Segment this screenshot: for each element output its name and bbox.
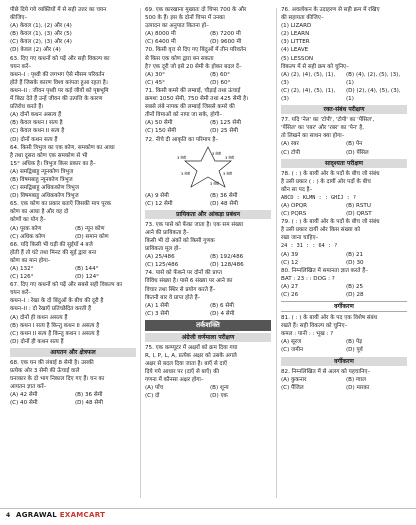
question-line: कथन–II : जीवन पृथ्वी पर कई जीवों को पृष्ठभूमि: [10, 87, 109, 94]
column-2: [145, 6, 271, 401]
option: (A) 8000 मी: [145, 31, 176, 38]
question-75-options: [145, 384, 271, 400]
option: (A) 42 सेमी: [10, 392, 38, 399]
option: (C) दो: [145, 393, 160, 400]
option: (D) 128/486: [210, 262, 244, 269]
option: (B) पेन: [346, 141, 363, 148]
question-line: कौन सा पद है–: [281, 186, 313, 193]
option: (B) न्यून कोण: [75, 225, 105, 232]
question-68: [10, 359, 136, 391]
question-line: है उसी प्रकार ( : ) के दायीं ओर पदों के बीच: [281, 178, 371, 185]
question-71: [145, 87, 271, 119]
option: (A) 132°: [10, 266, 34, 272]
option: (C) 3 सेमी: [145, 310, 169, 317]
question-line: 79. ( : ) के बायीं ओर के पदों के बीच जो संबंध: [281, 219, 380, 226]
word-item: (5) LESSON: [281, 55, 314, 62]
question-line: तो लिखने का साधन क्या होगा–: [281, 133, 345, 140]
question-line: रखते हैं। सही विकल्प को चुनिए–: [281, 323, 348, 330]
question-line: दिये गये आधार पर (दाएँ से बाएँ) की: [145, 369, 220, 376]
question-line: 64. किसी त्रिभुज का एक कोण, समकोण का आधा: [10, 144, 115, 151]
column-3: [281, 6, 407, 392]
brand-logo: [16, 511, 105, 519]
question-76: [281, 6, 407, 22]
question-79-options: [281, 251, 407, 267]
question-line: पीछे दिये गये व्यक्तियों में से सही उत्तर का चयन: [10, 7, 107, 13]
question-line: कमल : पानी : : भूख : ?: [281, 331, 334, 338]
option: (A) 1 सेमी: [145, 302, 169, 309]
figure-label: 3 सेमी: [223, 171, 232, 176]
section-header-alphabet: अंग्रेजी वर्णमाला परीक्षण: [145, 333, 271, 342]
column-divider: [140, 8, 141, 498]
figure-label: 3 सेमी: [212, 151, 221, 156]
question-82: [281, 368, 407, 376]
question-line: 68. एक घन की लंबाई 8 सेमी है। उसकी: [10, 359, 94, 366]
option: (B) 192/486: [210, 254, 244, 261]
question-78-options: [281, 202, 407, 218]
question-70: [145, 46, 271, 70]
question-81: [281, 314, 407, 338]
question-79-pattern: 24 : 31 : : 64 : ?: [281, 243, 338, 250]
column-1: [10, 6, 136, 408]
question-81-options: [281, 338, 407, 354]
question-line: कथन–I : पृथ्वी की लगभग ऐसे मौसम परिवर्तन: [10, 71, 105, 78]
option: (A) 50 सेमी: [145, 120, 173, 127]
question-line: (D) दोनों कथन सत्य हैं: [10, 136, 58, 143]
option: (D) मारका: [346, 384, 370, 391]
q62-tail: [10, 6, 136, 55]
option: (B) (4), (2), (5), (3), (1): [346, 71, 401, 86]
question-line: प्रायिकता मूल हो–: [145, 246, 182, 253]
question-line: कितनी बार वे प्राप्त होते हैं–: [145, 294, 201, 301]
option: (B) 25: [346, 283, 364, 290]
question-line: प्रत्येक ओर 3 सेमी की ऊँचाई वाले: [10, 368, 80, 375]
question-77-options: [281, 140, 407, 156]
question-line: (B) केवल कथन I सत्य है: [10, 120, 63, 127]
question-66-options: [10, 265, 136, 281]
question-line: रखा जाना चाहिए–: [281, 235, 319, 242]
option: (C) 26: [281, 292, 299, 298]
section-header-blood-relation: रक्त-संबंध परीक्षण: [281, 105, 407, 114]
question-line: तीनों विमाओं को नापा जा सके, होगी–: [145, 112, 223, 119]
question-line: होती हैं तो घंटे तथा मिनट की सुई द्वारा बना: [10, 249, 97, 256]
question-line: R, I, P, L, A, प्रत्येक अक्षर को उसके अगले: [145, 353, 237, 359]
section-header-analogy: सादृश्यता परीक्षण: [281, 159, 407, 168]
question-76-options: [281, 71, 407, 103]
option: (B) RSTU: [346, 202, 371, 209]
option: (D) समान कोण: [75, 233, 109, 240]
question-line: (A) दोनों कथन असत्य हैं: [10, 112, 62, 119]
question-line: विचार तथा स्थिर से प्रयोग करते हैं–: [145, 286, 216, 293]
question-line: कीजिए–: [10, 15, 28, 22]
option: (D) 60°: [210, 79, 231, 86]
question-line: से किस एक कोण द्वारा बन सकता: [145, 55, 214, 62]
option: (A) पाँच: [145, 385, 164, 392]
question-line: (B) विषमबाहु न्यूनकोण त्रिभुज: [10, 176, 73, 183]
question-line: 80. निम्नलिखित में समानता ज्ञात करते हैं–: [281, 267, 368, 274]
option: (B) 21: [346, 251, 364, 258]
question-line: 15° अधिक है। त्रिभुज किस प्रकार का है–: [10, 160, 96, 167]
question-line: कथन–I : रेखा के दो बिंदुओं के बीच की दूरी है: [10, 298, 104, 305]
question-line: होते हैं जिसके कारण विश्व कांपता हुआ रहता है।: [10, 79, 108, 86]
question-line: आने की प्रायिकता है–: [145, 229, 189, 236]
option: (B) 6 सेमी: [210, 302, 234, 309]
option: (C) अधिक कोण: [10, 233, 46, 240]
option: (A) 30°: [145, 71, 165, 78]
option: (B) 125 सेमी: [210, 120, 242, 127]
question-line: क्रमशः 1050 सेमी, 750 सेमी तथा 425 सेमी है।: [145, 96, 249, 103]
question-line: में बिठा देते हैं उन्हें जीवन की उत्पत्ति के कारण: [10, 96, 103, 103]
section-header-odd-one-out: वर्गीकरण: [281, 357, 407, 366]
option: (A) 9 सेमी: [145, 192, 169, 199]
option: (D) पूर्व: [346, 347, 363, 354]
question-line: गणना में कौनसा अक्षर होगा–: [145, 377, 204, 384]
option: (C) 125/486: [145, 262, 179, 269]
question-79: [281, 218, 407, 242]
option: (B) 60°: [210, 71, 230, 78]
option: (A) कुकनार: [281, 376, 307, 383]
option: (D) 30: [346, 259, 364, 266]
option: (C) 12: [281, 259, 299, 266]
question-line: (C) केवल कथन II सत्य है: [10, 128, 65, 135]
question-line: 73. एक पासे को फेंका जाता है। एक सम संख्या: [145, 221, 244, 228]
question-line: 66. यदि किसी भी घड़ी की सुईयाँ 4 बजे: [10, 241, 93, 248]
question-line: चयन करें–: [10, 290, 32, 297]
option: (D) एक: [210, 393, 228, 400]
question-line: (C) केवल (2), (3) और (4): [10, 39, 72, 46]
question-73: [145, 221, 271, 253]
option: (D) 48 सेमी: [210, 200, 238, 207]
question-72: [145, 136, 271, 144]
question-80: [281, 267, 407, 283]
question-67: [10, 281, 136, 346]
question-75: [145, 344, 271, 384]
option: (D) 48 सेमी: [75, 400, 103, 407]
section-header-reasoning: तर्कशक्ति: [145, 320, 271, 331]
question-65: [10, 200, 136, 224]
question-line: घनाकार के दो भाग निकाल दिए गए हैं। घन का: [10, 376, 105, 383]
option: (A) 25/486: [145, 254, 175, 261]
option: (B) 36 सेमी: [75, 392, 103, 399]
word-item: (1) LIZARD: [281, 23, 312, 30]
column-divider: [276, 8, 277, 498]
word-item: (2) LEARN: [281, 31, 310, 38]
question-line: चयन करें–: [10, 63, 32, 70]
question-line: अक्षर से बदल दिया जाता है। बाएँ से दाएँ: [145, 361, 228, 368]
question-line: (A) समद्विबाहु न्यूनकोण त्रिभुज: [10, 168, 74, 175]
option: (D) 9600 मी: [210, 39, 242, 46]
option: (D) 124°: [75, 274, 99, 281]
option: (B) 36 सेमी: [210, 192, 238, 199]
question-line: (B) केवल (1), (3) और (5): [10, 31, 72, 38]
question-line: है? एक दूरी जो इसे 20 सेमी के होकर बदल दें–: [145, 63, 242, 70]
question-line: है उसी प्रकार दायीं ओर किस संख्या को: [281, 227, 361, 234]
option: (B) 144°: [75, 266, 99, 272]
question-line: 82. निम्नलिखित में से अलग को पहचानिए–: [281, 368, 371, 375]
question-line: 71. किसी कमरे की लम्बाई, चौड़ाई तथा ऊंचाई: [145, 87, 241, 94]
option: (C) 12 सेमी: [145, 200, 173, 207]
question-line: (D) केवल (2) और (4): [10, 47, 61, 54]
option: (A) पूरक कोण: [10, 225, 42, 232]
question-76-prompt: [281, 63, 407, 71]
question-line: कथन–II : दो रेखाएँ प्रतिच्छेदित करती हैं: [10, 306, 92, 313]
option: (D) 25 सेमी: [210, 128, 238, 135]
question-line: 76. अवलोकन के उदाहरण से सही क्रम में रखिए: [281, 7, 380, 13]
question-line: प्रतिरोध करते हैं।: [10, 104, 44, 111]
question-line: आयतन ज्ञात करें–: [10, 384, 47, 391]
question-line: 'पेंसिल' का 'रबर' और 'रबर' का 'पेन' है,: [281, 125, 365, 132]
question-line: है तथा दूसरा कोण एक समकोण से भी: [10, 152, 88, 159]
question-69: [145, 6, 271, 30]
option: (D) QRST: [346, 211, 372, 218]
page-footer: [0, 508, 416, 525]
option: (A) 27: [281, 283, 299, 290]
question-82-options: [281, 376, 407, 392]
option: (C) 6400 मी: [145, 39, 176, 46]
page-number: 4: [6, 512, 11, 519]
question-line: 70. किसी वृत्त से दिए गए बिंदुओं में तीन परिवर्तन: [145, 47, 247, 54]
option: (C) (2), (4), (5), (1), (3): [281, 87, 336, 103]
option: (A) सूरज: [281, 339, 302, 346]
question-line: विविध संख्या है। पासे 6 संख्या पर आने का: [145, 278, 233, 285]
question-73-options: [145, 253, 271, 269]
question-line: कोण का आधा है और वह दो: [10, 209, 69, 216]
question-78: [281, 170, 407, 194]
option: (C) टोपी: [281, 149, 300, 156]
question-line: 67. दिए गए कथनों को पढ़ें और सबसे सही विकल्प का: [10, 282, 123, 289]
question-71-options: [145, 119, 271, 135]
question-72-options: [145, 192, 271, 208]
option: (A) 39: [281, 251, 299, 258]
option: (C) PQRS: [281, 211, 307, 218]
question-line: 500 के हैं। इस के दोनों चिप्स में उनका: [145, 15, 225, 22]
question-77: [281, 116, 407, 140]
question-line: सबसे लंबे नापक की लम्बाई जिससे कमरे की: [145, 104, 235, 111]
option: (C) 45°: [145, 79, 165, 86]
question-78-pattern: ABCD : KLMN : : GHIJ : ?: [281, 194, 356, 201]
question-line: कोणों का योग है–: [10, 217, 46, 224]
option: (A) OPQR: [281, 202, 308, 209]
question-64: [10, 144, 136, 201]
word-item: (4) LEAVE: [281, 47, 309, 54]
question-80-options: [281, 283, 407, 299]
question-line: विकल्प में से सही क्रम को चुनिए–: [281, 63, 349, 70]
question-line: 81. ( : ) के बायीं ओर के पद एक विशेष संबंध: [281, 315, 378, 322]
question-line: BAT : 23 : : DOG : ?: [281, 275, 335, 282]
option: (C) 126°: [10, 274, 34, 281]
option: (B) पेड़: [346, 339, 363, 346]
question-line: (C) समद्विबाहु अधिककोण त्रिभुज: [10, 185, 79, 192]
question-line: कोण का मान होगा–: [10, 257, 51, 264]
option: (A) रबर: [281, 141, 299, 148]
question-line: (C) कथन II सत्य है किन्तु कथन I असत्य है: [10, 330, 100, 337]
question-line: 69. एक कारखाना मुख्यतः दो चिप्स 700 के और: [145, 7, 247, 13]
question-line: (A) दोनों ही कथन असत्य हैं: [10, 314, 68, 321]
figure-label: 3 सेमी: [181, 171, 190, 176]
question-line: 77. यदि 'नेल' का 'टोपी', 'टोपी' का 'पेंसिल',: [281, 117, 375, 124]
option: (A) (2), (4), (5), (1), (3): [281, 71, 336, 86]
question-line: 72. नीचे दी आकृति का परिमाप है–: [145, 136, 219, 143]
figure-label: 3 सेमी: [177, 155, 186, 160]
question-line: 74. पासे को फेंकने पर दोनों की प्राप्त: [145, 270, 222, 277]
question-74-options: [145, 302, 271, 318]
question-line: उत्पादन का अनुपात कितना हो–: [145, 23, 209, 30]
question-66: [10, 241, 136, 265]
word-item: (3) LITTER: [281, 39, 310, 46]
question-line: 75. एक कम्प्यूटर में अक्षरों को क्रम दिया गया: [145, 344, 238, 351]
question-line: (D) दोनों ही कथन सत्य हैं: [10, 338, 64, 345]
figure-label: 3 सेमी: [225, 155, 234, 160]
option: (C) जमीन: [281, 347, 304, 354]
option: (C) पैंजिल: [281, 384, 304, 391]
option: (D) 4 सेमी: [210, 310, 235, 317]
question-line: 78. ( : ) के बायीं ओर के पदों के बीच जो संबंध: [281, 170, 380, 177]
option: (D) (2), (4), (5), (3), (1): [346, 87, 401, 103]
question-63: [10, 55, 136, 144]
star-figure: [173, 145, 243, 191]
brand-name-b: EXAMCART: [59, 511, 106, 519]
option: (B) 7200 मी: [210, 31, 241, 38]
section-header-probability: प्रायिकता और आंकड़ा प्रबंधन: [145, 210, 271, 219]
option: (C) 40 सेमी: [10, 400, 38, 407]
question-74: [145, 269, 271, 301]
section-header-mensuration: आयतन और क्षेत्रफल: [10, 348, 136, 357]
option: (B) ग्वाल: [346, 376, 366, 383]
question-line: 63. दिए गए कथनों को पढ़ें और सही विकल्प का: [10, 55, 110, 62]
question-70-options: [145, 71, 271, 87]
question-line: (D) विषमबाहु अधिककोण त्रिभुज: [10, 193, 79, 200]
option: (D) पेंसिल: [346, 149, 369, 156]
star-shape: [185, 147, 231, 187]
question-line: (B) कथन I सत्य है किन्तु कथन II असत्य है: [10, 322, 100, 329]
question-69-options: [145, 30, 271, 46]
question-65-options: [10, 225, 136, 241]
option: (B) शून्य: [210, 385, 229, 392]
figure-label: 3 सेमी: [210, 181, 219, 186]
question-68-options: [10, 391, 136, 407]
question-line: की सहायता कीजिए–: [281, 15, 324, 22]
brand-name-a: AGRAWAL: [16, 511, 58, 519]
option: (D) 28: [346, 292, 364, 298]
section-header-classification: वर्गीकरण: [281, 301, 407, 312]
option: (C) 150 सेमी: [145, 128, 177, 135]
question-76-word-list: [281, 22, 407, 62]
question-line: (A) केवल (1), (2) और (4): [10, 23, 72, 30]
question-line: किसी भी दो अंकों को किसी गुणक: [145, 237, 215, 244]
question-line: 65. एक कोण का प्रकार बताएँ जिसकी माप पूरक: [10, 201, 112, 208]
